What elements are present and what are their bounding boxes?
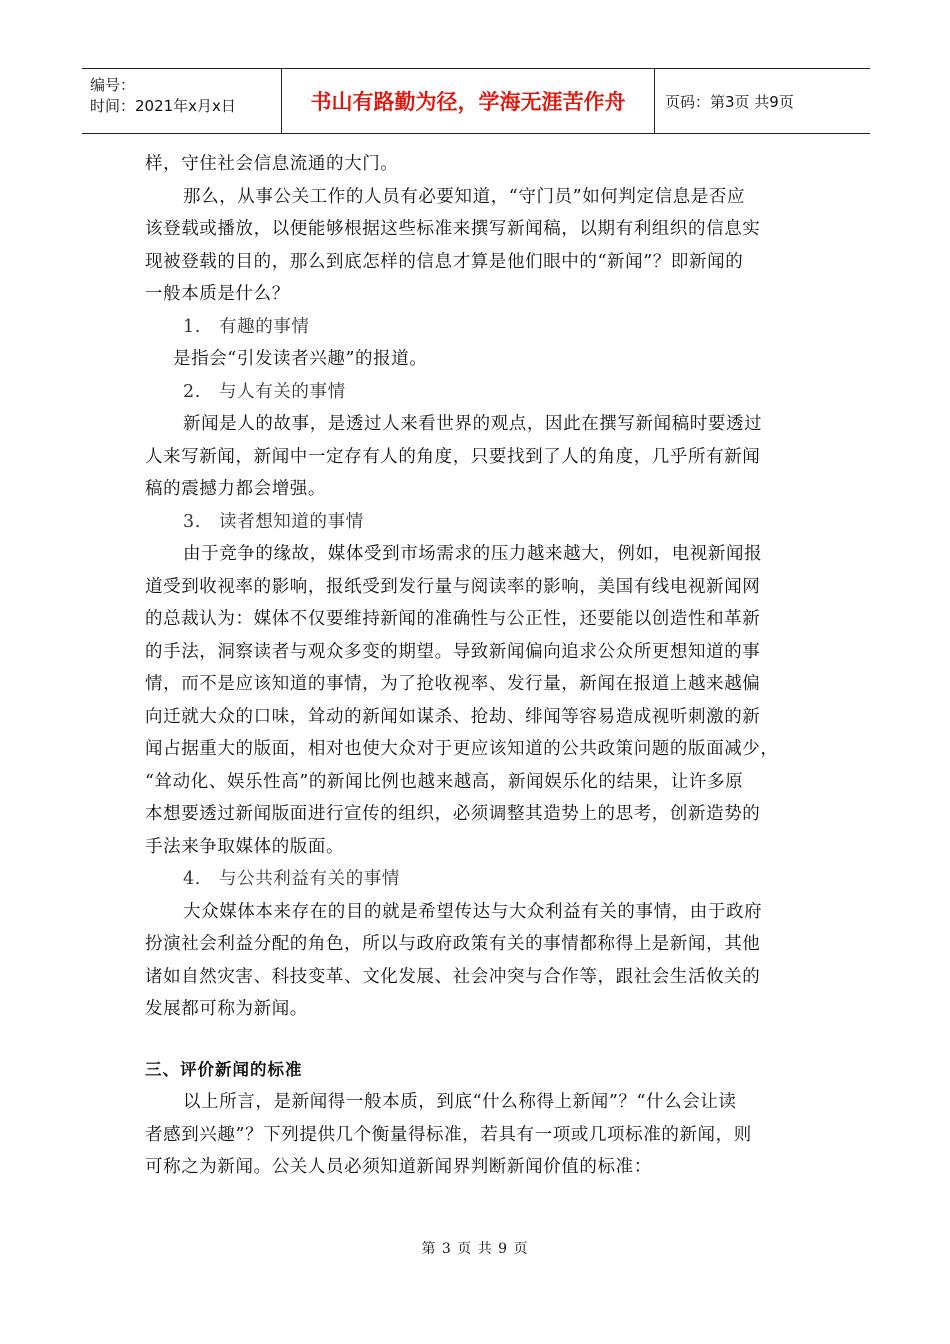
item-2-title: 2. 与人有关的事情 <box>183 381 346 402</box>
paragraph-line: 该登载或播放，以便能够根据这些标准来撰写新闻稿，以期有利组织的信息实 <box>145 219 761 239</box>
paragraph-line: 可称之为新闻。公关人员必须知道新闻界判断新闻价值的标准： <box>145 1157 652 1177</box>
paragraph-line: 闻占据重大的版面，相对也使大众对于更应该知道的公共政策问题的版面减少， <box>145 739 779 759</box>
code-label: 编号： <box>90 76 136 94</box>
paragraph-line: 样，守住社会信息流通的大门。 <box>145 154 399 174</box>
item-2-paragraph <box>145 408 825 506</box>
item-4-title: 4. 与公共利益有关的事情 <box>183 869 400 889</box>
paragraph-line: “耸动化、娱乐性高”的新闻比例也越来越高，新闻娱乐化的结果，让许多原 <box>145 771 744 792</box>
paragraph-line: 大众媒体本来存在的目的就是希望传达与大众利益有关的事情，由于政府 <box>183 901 763 922</box>
paragraph-line: 人来写新闻，新闻中一定存有人的角度，只要找到了人的角度，几乎所有新闻 <box>145 446 761 467</box>
item-1-title: 1. 有趣的事情 <box>183 316 310 337</box>
paragraph-line: 的总裁认为：媒体不仅要维持新闻的准确性与公正性，还要能以创造性和革新 <box>145 609 761 629</box>
section-3-paragraph <box>145 1086 825 1184</box>
document-header <box>82 68 870 134</box>
paragraph-line: 手法来争取媒体的版面。 <box>145 836 345 857</box>
section-3-title: 三、评价新闻的标准 <box>145 1059 303 1079</box>
paragraph-line: 扮演社会利益分配的角色，所以与政府政策有关的事情都称得上是新闻，其他 <box>145 934 761 954</box>
item-1-text: 是指会“引发读者兴趣”的报道。 <box>173 349 428 369</box>
document-body <box>145 148 825 1184</box>
paragraph-line: 的手法，洞察读者与观众多变的期望。导致新闻偏向追求公众所更想知道的事 <box>145 641 761 662</box>
paragraph-line: 那么，从事公关工作的人员有必要知道，“守门员”如何判定信息是否应 <box>183 186 746 207</box>
paragraph-line: 本想要透过新闻版面进行宣传的组织，必须调整其造势上的思考，创新造势的 <box>145 804 761 824</box>
paragraph-line: 者感到兴趣”？下列提供几个衡量得标准，若具有一项或几项标准的新闻，则 <box>145 1124 752 1145</box>
paragraph-line: 发展都可称为新闻。 <box>145 999 308 1019</box>
header-page-code: 页码：第3页 共9页 <box>665 92 794 111</box>
paragraph-line: 由于竞争的缘故，媒体受到市场需求的压力越来越大，例如，电视新闻报 <box>183 544 763 564</box>
paragraph-line: 情，而不是应该知道的事情，为了抢收视率、发行量，新闻在报道上越来越偏 <box>145 674 761 694</box>
item-4-paragraph <box>145 896 825 1026</box>
paragraph-intro <box>145 181 825 311</box>
paragraph-line: 向迁就大众的口味，耸动的新闻如谋杀、抢劫、绯闻等容易造成视听刺激的新 <box>145 706 761 727</box>
paragraph-line: 一般本质是什么？ <box>145 284 290 304</box>
item-3-title: 3. 读者想知道的事情 <box>183 511 364 532</box>
header-motto: 书山有路勤为径，学海无涯苦作舟 <box>282 69 655 133</box>
page-footer: 第 3 页 共 9 页 <box>421 1241 529 1257</box>
item-3-paragraph <box>145 538 825 863</box>
paragraph-line: 新闻是人的故事，是透过人来看世界的观点，因此在撰写新闻稿时要透过 <box>183 414 763 434</box>
time-label: 时间：2021年x月x日 <box>90 97 236 115</box>
paragraph-line: 诸如自然灾害、科技变革、文化发展、社会冲突与合作等，跟社会生活攸关的 <box>145 966 761 987</box>
paragraph-line: 道受到收视率的影响，报纸受到发行量与阅读率的影响，美国有线电视新闻网 <box>145 576 761 597</box>
header-meta <box>82 69 282 133</box>
paragraph-line: 稿的震撼力都会增强。 <box>145 479 326 499</box>
paragraph-line: 以上所言，是新闻得一般本质，到底“什么称得上新闻”？“什么会让读 <box>183 1092 737 1112</box>
paragraph-line: 现被登载的目的，那么到底怎样的信息才算是他们眼中的“新闻”？即新闻的 <box>145 251 744 272</box>
